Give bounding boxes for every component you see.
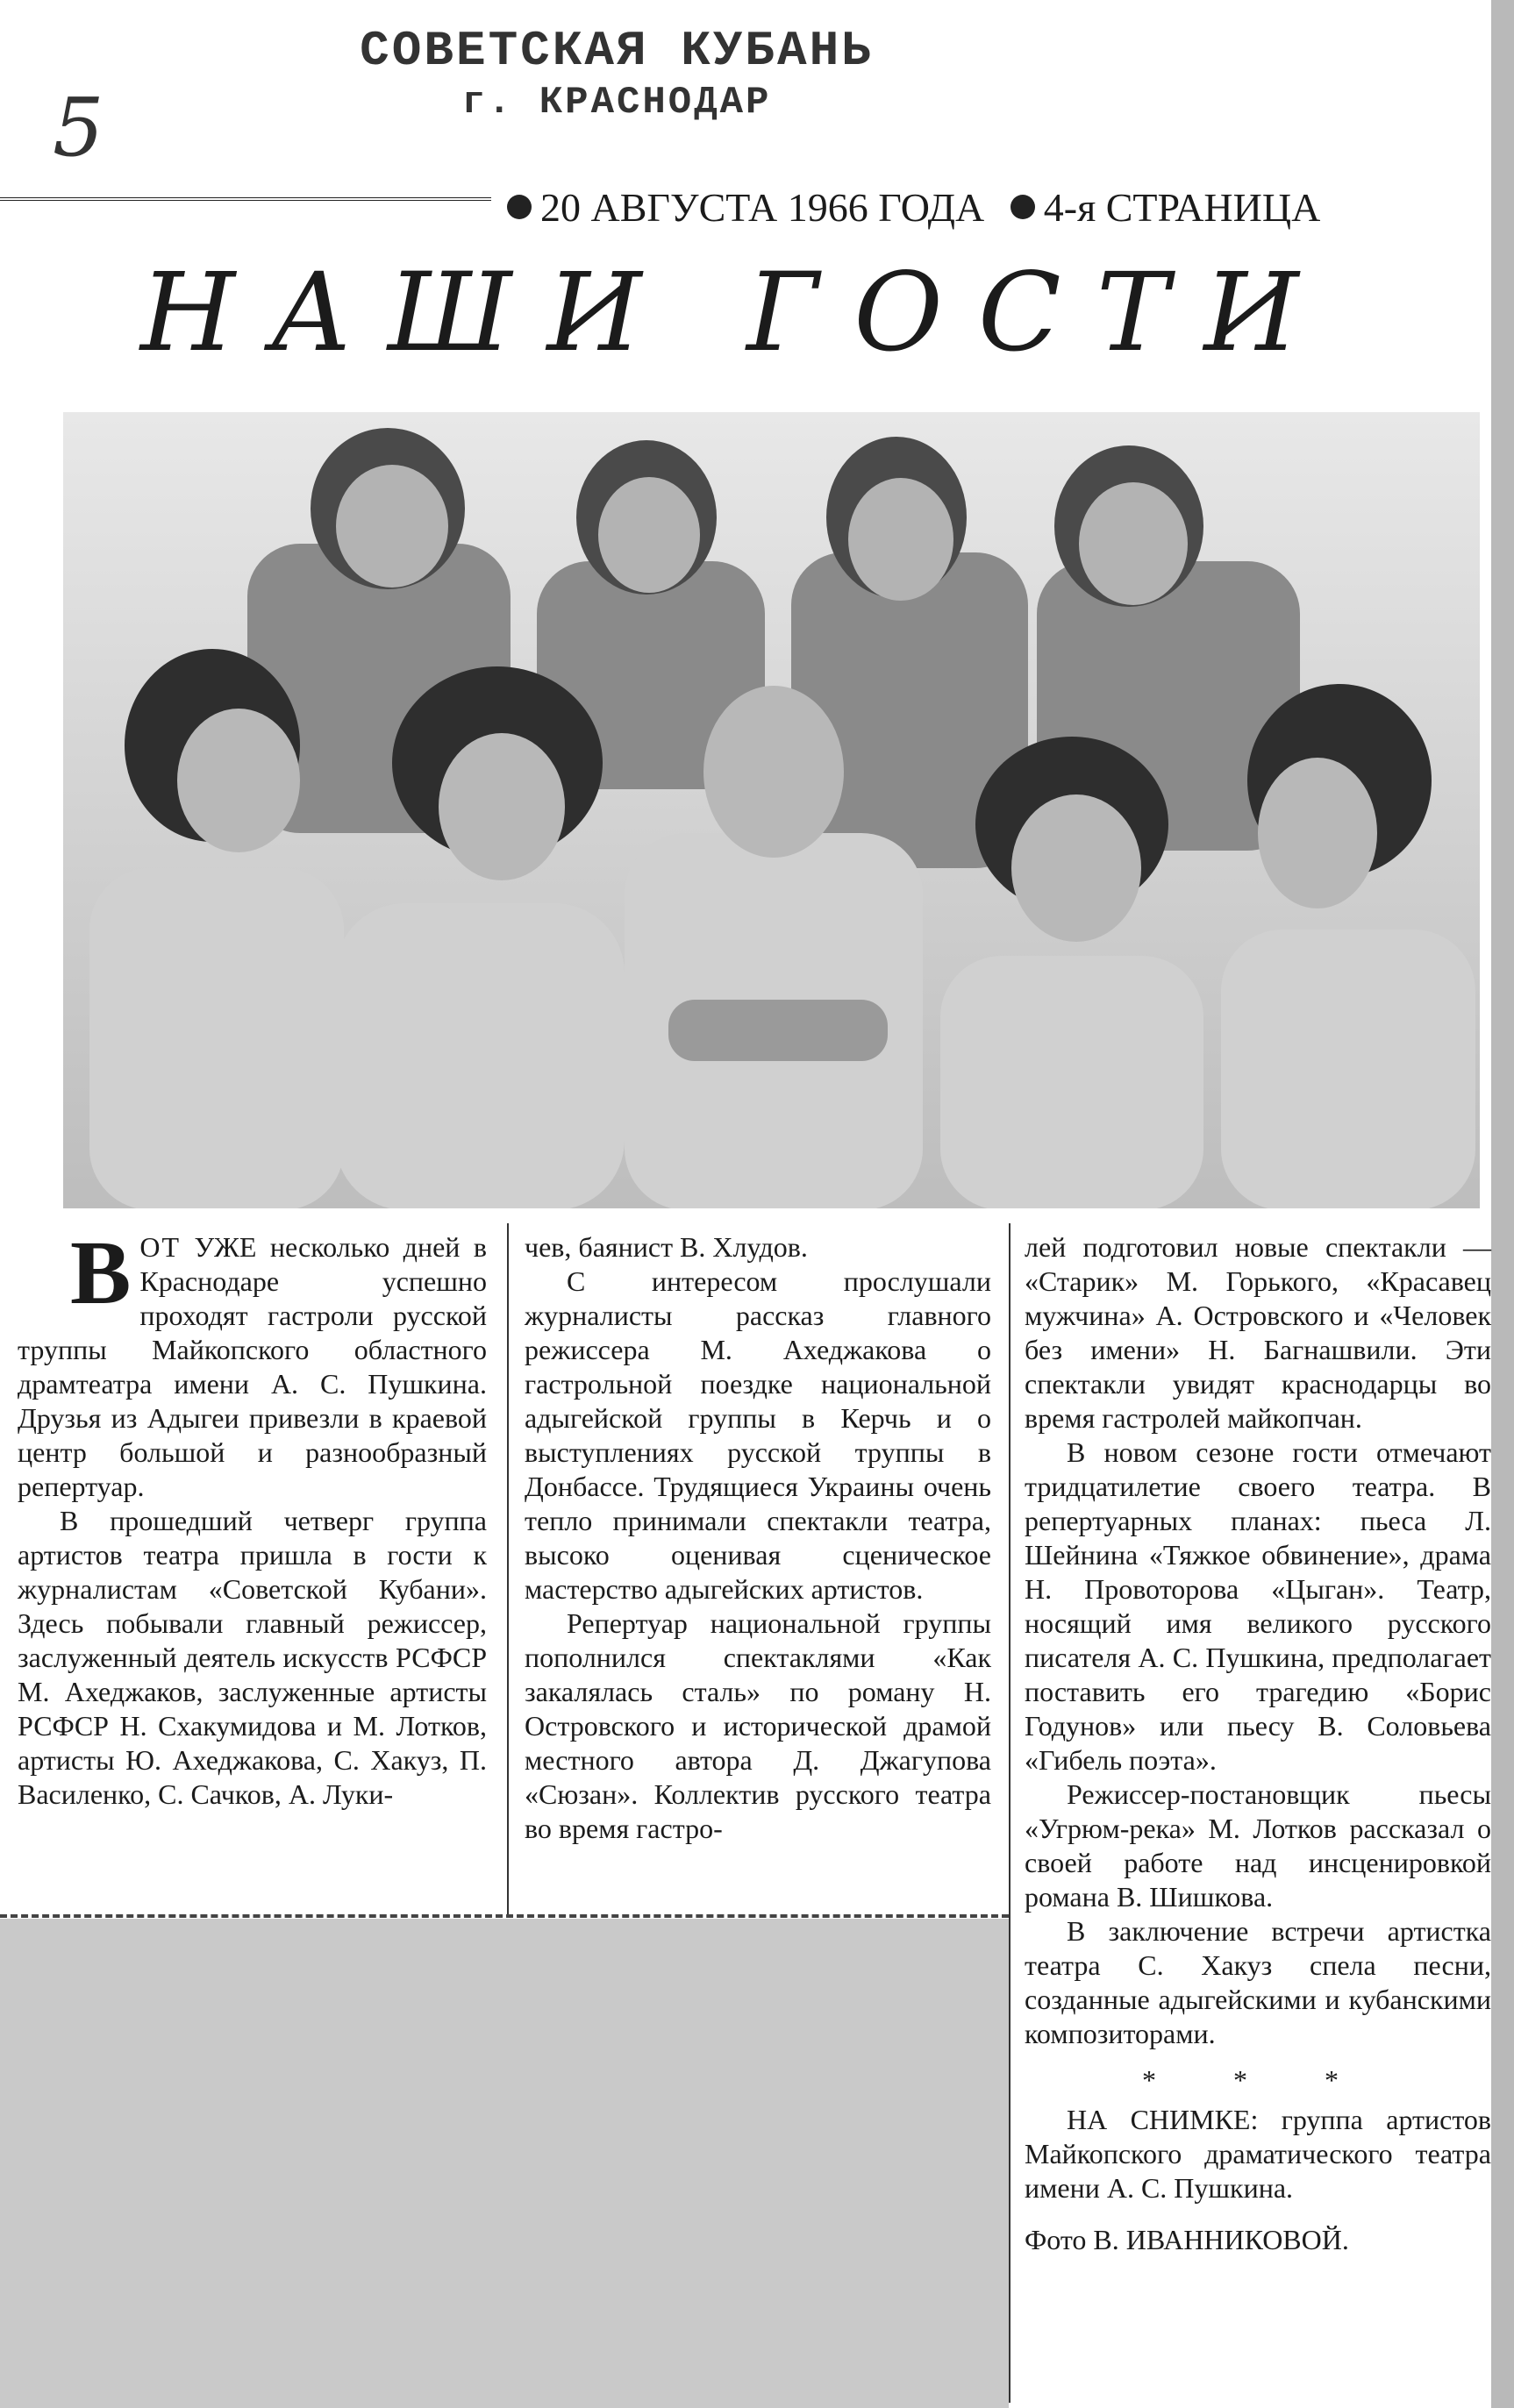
photo-credit: Фото В. ИВАННИКОВОЙ. (1025, 2224, 1349, 2255)
column-rule (1009, 1223, 1011, 2403)
dateline (507, 184, 1320, 231)
column-rule (507, 1223, 509, 1916)
article-paragraph: В прошедший четверг группа артистов театра пришла в гости к журналистам «Советской Кубани». Здесь побывали главный режиссер, заслуженный деятель искусств РСФСР М. Ахеджаков, заслуженные артисты РСФСР Н. Схакумидова и М. Лотков, артисты Ю. Ахеджакова, С. Хакуз, П. Василенко, С. Сачков, А. Луки- (18, 1505, 487, 1810)
stamp-city: г. КРАСНОДАР (461, 81, 772, 125)
drop-cap: В (70, 1222, 132, 1323)
article-column-3 (1025, 1230, 1491, 2257)
article-paragraph: лей подготовил новые спектакли — «Старик» М. Горького, «Красавец мужчина» А. Островского и «Человек без имени» Н. Багнашвили. Эти спектакли увидят краснодарцы во время гастролей майкопчан. (1025, 1231, 1491, 1434)
dateline-rule (0, 197, 491, 201)
photo-image (63, 412, 1480, 1208)
cut-line (0, 1914, 1009, 1918)
article-column-2 (525, 1230, 991, 1846)
handwritten-number: 5 (53, 81, 104, 175)
article-paragraph: В новом сезоне гости отмечают тридцатилетие своего театра. В репертуарных планах: пьеса Л. Шейнина «Тяжкое обвинение», драма Н. Провоторова «Цыган». Театр, носящий имя великого русского писателя А. С. Пушкина, предполагает поставить его трагедию «Борис Годунов» или пьесу В. Соловьева «Гибель поэта». (1025, 1436, 1491, 1776)
lead-word: ОТ (139, 1231, 182, 1263)
scan-background-edge (1491, 0, 1514, 2408)
issue-date: 20 АВГУСТА 1966 ГОДА (540, 185, 985, 230)
lead-text: УЖЕ несколько дней в Краснодаре успешно проходят гастроли русской труппы Майкопского областного драмтеатра имени А. С. Пушкина. Друзья из Адыгеи привезли в краевой центр большой и разнообразный репертуар. (18, 1231, 487, 1502)
article-paragraph: Репертуар национальной группы пополнился спектаклями «Как закалялась сталь» по роману Н. Островского и исторической драмой местного автора Д. Джагупова «Сюзан». Коллектив русского театра во время гастро- (525, 1607, 991, 1844)
article-paragraph: С интересом прослушали журналисты рассказ главного режиссера М. Ахеджакова о гастрольной поездке национальной адыгейской группы в Керчь и о выступлениях русской труппы в Донбассе. Трудящиеся Украины очень тепло принимали спектакли театра, высоко оценивая сценическое мастерство адыгейских артистов. (525, 1265, 991, 1605)
bullet-icon (507, 195, 532, 219)
group-photo (63, 412, 1480, 1208)
bullet-icon (1011, 195, 1035, 219)
article-paragraph (18, 1222, 487, 1504)
article-paragraph: чев, баянист В. Хлудов. (525, 1231, 808, 1263)
article-column-1 (18, 1222, 487, 1812)
article-paragraph: В заключение встречи артистка театра С. Хакуз спела песни, созданные адыгейскими и кубанскими композиторами. (1025, 1915, 1491, 2049)
article-paragraph: Режиссер-постановщик пьесы «Угрюм-река» М. Лотков рассказал о своей работе над инсценировкой романа В. Шишкова. (1025, 1778, 1491, 1913)
section-separator: * * * (1142, 2064, 1374, 2096)
scan-background-block (0, 1919, 1009, 2408)
page-number: 4-я СТРАНИЦА (1043, 185, 1321, 230)
stamp-newspaper-title: СОВЕТСКАЯ КУБАНЬ (360, 23, 874, 79)
headline: НАШИ ГОСТИ (140, 250, 1334, 376)
photo-caption: НА СНИМКЕ: группа артистов Майкопского драматического театра имени А. С. Пушкина. (1025, 2104, 1491, 2204)
